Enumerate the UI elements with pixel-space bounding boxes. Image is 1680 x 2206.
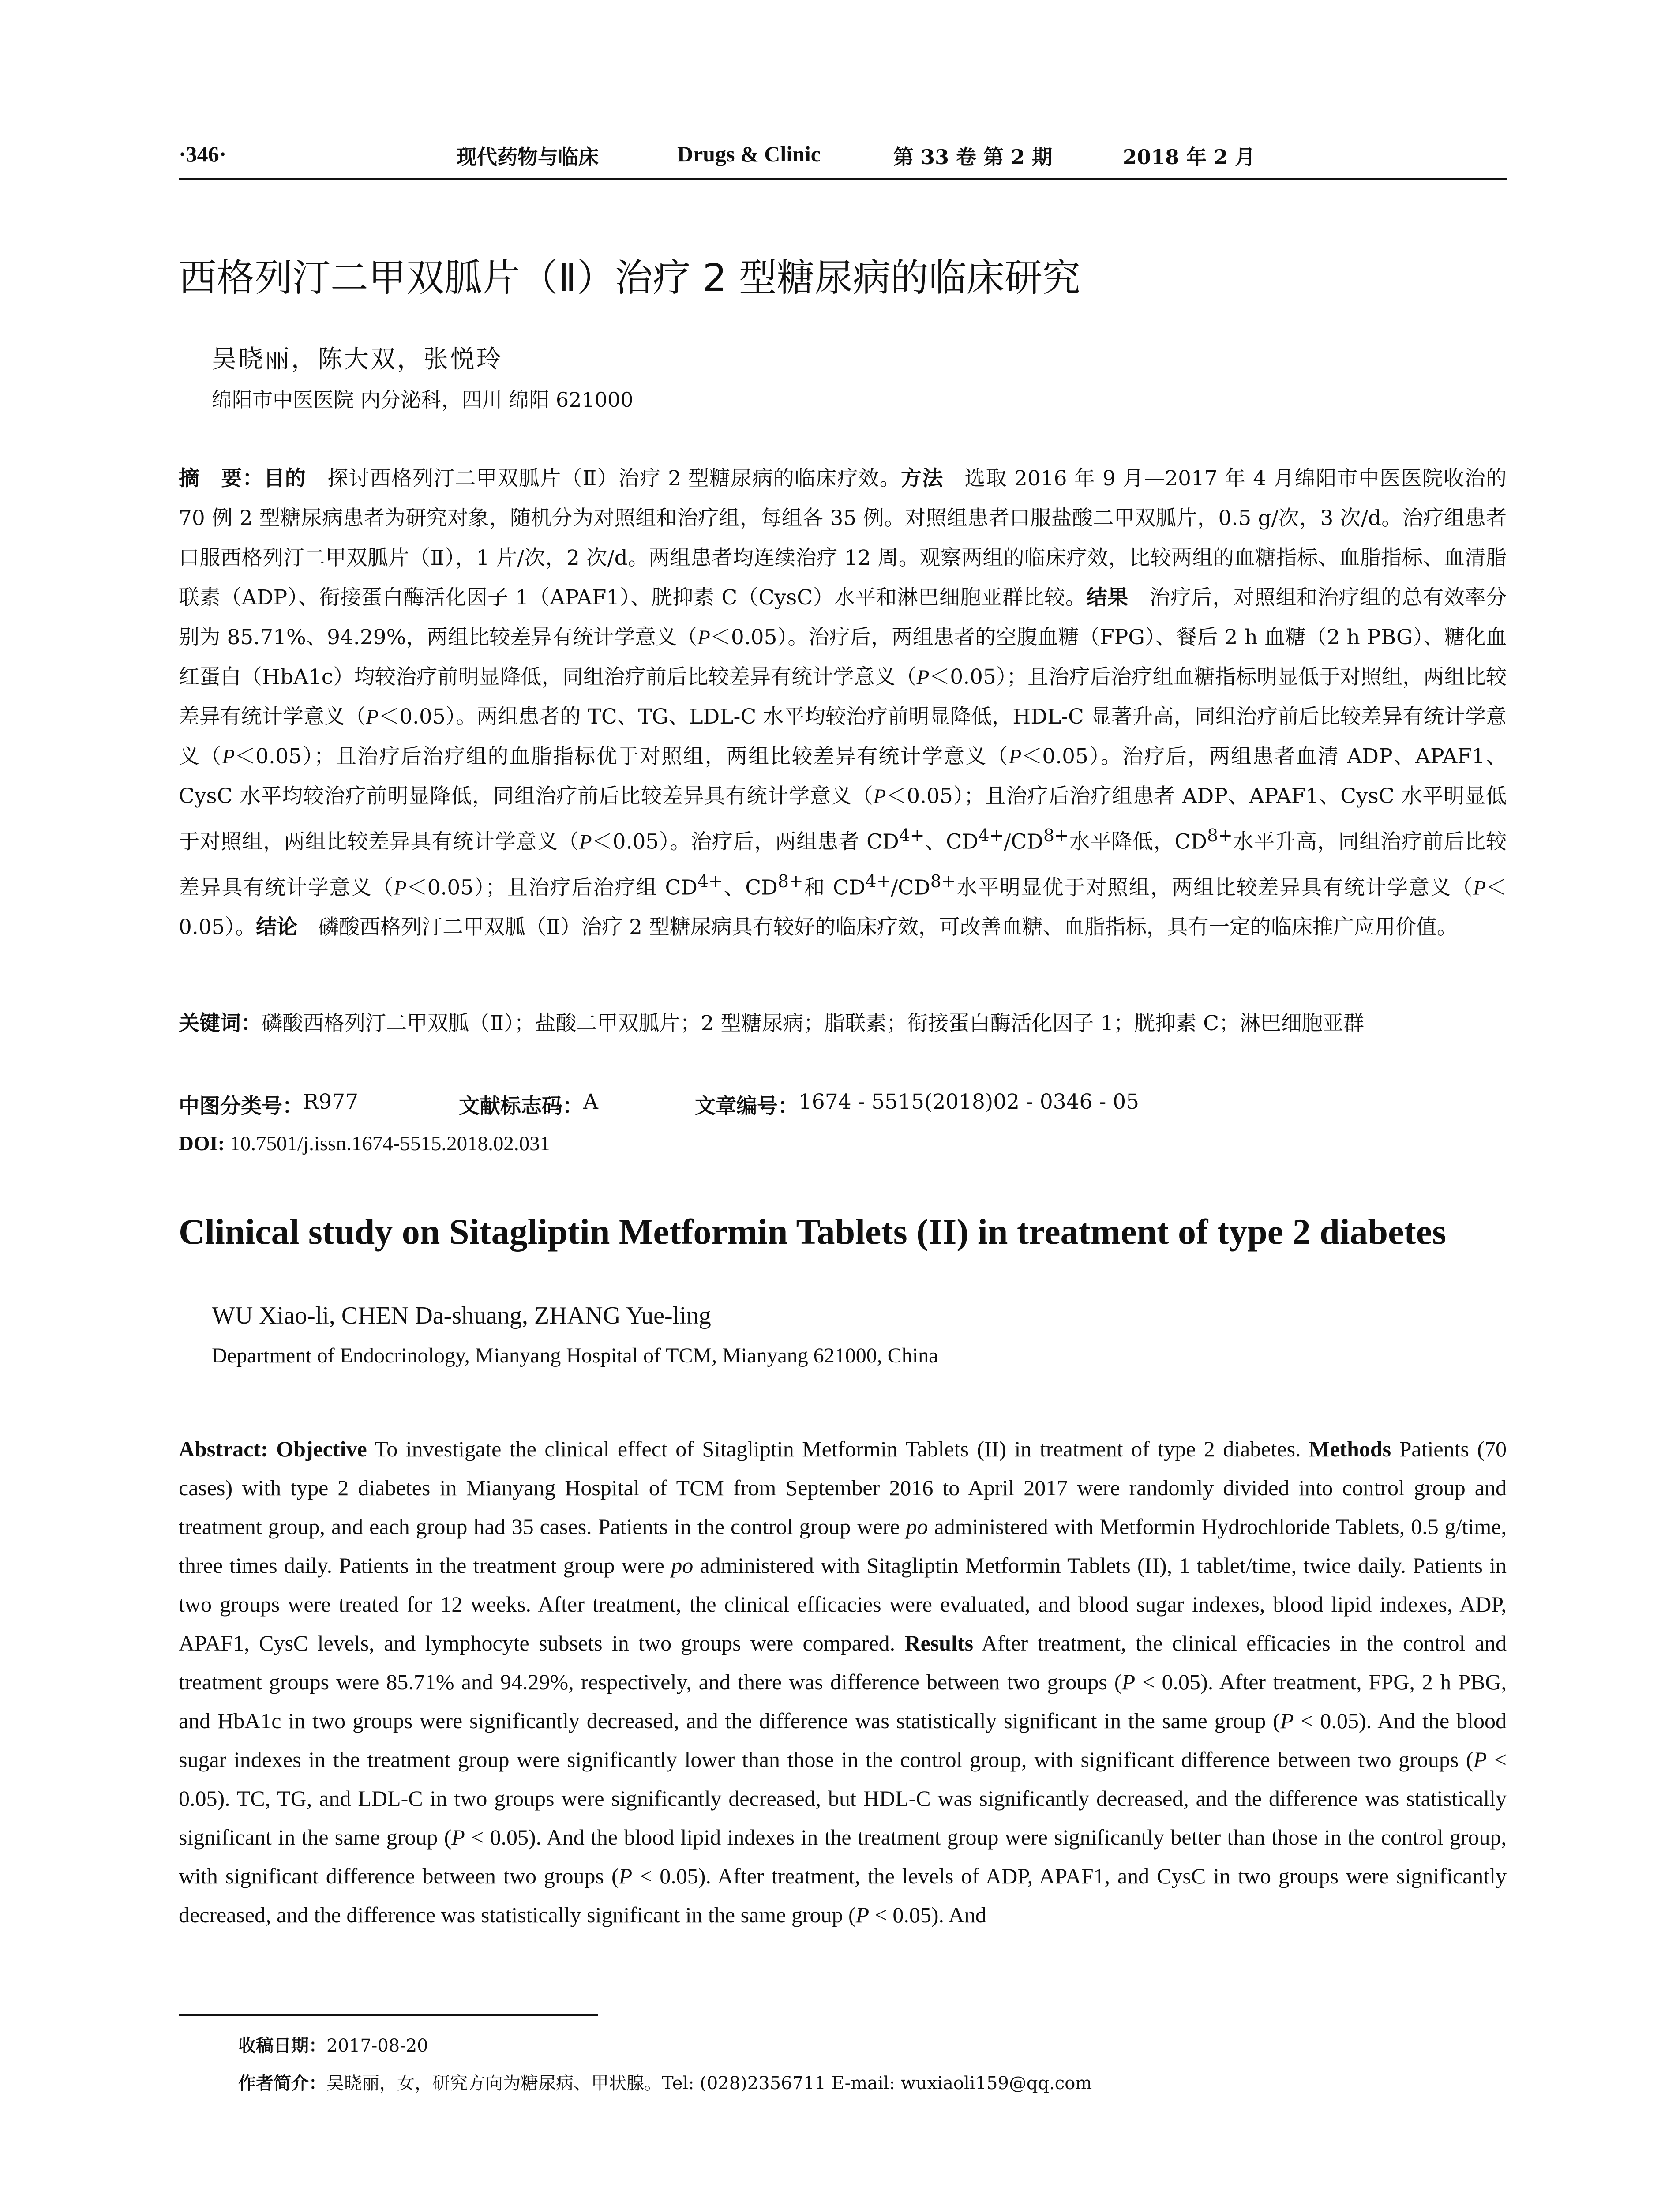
objective-text: 探讨西格列汀二甲双胍片（Ⅱ）治疗 2 型糖尿病的临床疗效。 xyxy=(306,466,901,491)
chinese-title: 西格列汀二甲双胍片（Ⅱ）治疗 2 型糖尿病的临床研究 xyxy=(179,256,1080,300)
results-text: 、CD xyxy=(924,829,979,854)
article-number-label: 文章编号： xyxy=(695,1094,799,1118)
results-text: 水平降低，CD xyxy=(1069,829,1208,854)
author-bio-label: 作者简介： xyxy=(238,2073,326,2093)
superscript: 8+ xyxy=(777,871,803,892)
doi-value: 10.7501/j.issn.1674-5515.2018.02.031 xyxy=(225,1132,551,1155)
results-text: 治疗后，对照组和治疗组的总有效率分别为 85.71%、94.29%，两组比较差异有统计学意义（ xyxy=(179,585,1507,649)
methods-text: administered with Metformin Hydrochloride Tablets, 0.5 g/time, three times daily. Patients in the treatment group were xyxy=(179,1514,1507,1578)
clc-label: 中图分类号： xyxy=(179,1094,303,1118)
p-symbol: P xyxy=(873,785,886,808)
author-bio xyxy=(238,2069,1092,2094)
superscript: 8+ xyxy=(930,871,956,892)
received-date xyxy=(238,2032,428,2057)
results-text: ＜0.05）；且治疗后治疗组患者 ADP、APAF1、CysC 水平明显低于对照组，两组比较差异具有统计学意义（ xyxy=(179,784,1507,854)
methods-label: 方法 xyxy=(900,466,944,491)
chinese-abstract xyxy=(179,459,1507,947)
p-symbol: P xyxy=(1280,1708,1294,1733)
results-text: After treatment, the clinical efficacies in the control and treatment groups were 85.71% and 94.29%, respectively, and there was difference between two groups ( xyxy=(179,1631,1507,1694)
journal-name-en: Drugs & Clinic xyxy=(677,142,821,166)
received-value: 2017-08-20 xyxy=(326,2036,428,2056)
english-authors: WU Xiao-li, CHEN Da-shuang, ZHANG Yue-ling xyxy=(212,1302,711,1329)
p-symbol: P xyxy=(855,1902,870,1927)
classification-line xyxy=(179,1090,1507,1121)
clc-value: R977 xyxy=(303,1090,359,1114)
results-text: < 0.05). TC, TG, and LDL-C in two groups were significantly decreased, but HDL-C was significantly decreased, and the difference was statistically significant in the same group ( xyxy=(179,1747,1507,1850)
chinese-affiliation: 绵阳市中医医院 内分泌科，四川 绵阳 621000 xyxy=(212,388,634,412)
journal-name-cn: 现代药物与临床 xyxy=(457,145,599,169)
chinese-authors: 吴晓丽，陈大双，张悦玲 xyxy=(212,345,503,374)
doi-label: DOI: xyxy=(179,1132,225,1155)
p-symbol: P xyxy=(579,830,592,854)
article-number-value: 1674 - 5515(2018)02 - 0346 - 05 xyxy=(799,1090,1140,1114)
issue-date: 2018 年 2 月 xyxy=(1123,145,1256,169)
p-symbol: P xyxy=(1009,745,1022,768)
p-symbol: P xyxy=(394,876,407,900)
po-term: po xyxy=(906,1514,928,1539)
results-text: /CD xyxy=(891,875,930,900)
methods-text: administered with Sitagliptin Metformin Tablets (II), 1 tablet/time, twice daily. Patients in two groups were treated for 12 weeks. After treatment, the clinical efficacies were evaluated, and blood sugar indexes, blood lipid indexes, ADP, APAF1, CysC levels, and lymphocyte subsets in two groups were compared. xyxy=(179,1553,1507,1655)
results-text: ＜0.05）。治疗后，两组患者血清 ADP、APAF1、CysC 水平均较治疗前明显降低，同组治疗前后比较差异具有统计学意义（ xyxy=(179,744,1507,808)
document-code-value: A xyxy=(583,1090,598,1114)
footnote-divider xyxy=(179,2014,598,2016)
results-text: < 0.05). And the blood sugar indexes in the treatment group were significantly lower than those in the control group, with significant difference between two groups ( xyxy=(179,1708,1507,1772)
keywords-text: 磷酸西格列汀二甲双胍（Ⅱ）；盐酸二甲双胍片；2 型糖尿病；脂联素；衔接蛋白酶活化因子 1；胱抑素 C；淋巴细胞亚群 xyxy=(262,1011,1365,1035)
results-text: < 0.05). After treatment, FPG, 2 h PBG, and HbA1c in two groups were significantly decreased, and the difference was statistically significant in the same group ( xyxy=(179,1670,1507,1733)
results-text: ＜0.05）；且治疗后治疗组血糖指标明显低于对照组，两组比较差异有统计学意义（ xyxy=(179,665,1507,729)
superscript: 8+ xyxy=(1207,826,1233,846)
received-label: 收稿日期： xyxy=(238,2036,326,2056)
abstract-label: 摘 要： xyxy=(179,466,264,491)
objective-label: 目的 xyxy=(263,466,307,491)
superscript: 4+ xyxy=(899,826,925,846)
objective-label: Objective xyxy=(276,1437,367,1461)
results-text: 和 CD xyxy=(803,875,866,900)
article-number xyxy=(695,1090,1140,1119)
results-label: Results xyxy=(904,1631,974,1655)
p-symbol: P xyxy=(366,705,379,728)
p-symbol: P xyxy=(619,1864,633,1888)
methods-text: Patients (70 cases) with type 2 diabetes in Mianyang Hospital of TCM from September 2016 to April 2017 were randomly divided into control group and treatment group, and each group had 35 cases. Patients in the control group were xyxy=(179,1437,1507,1539)
superscript: 4+ xyxy=(865,871,891,892)
document-code-label: 文献标志码： xyxy=(459,1094,583,1118)
english-abstract xyxy=(179,1429,1507,1934)
superscript: 4+ xyxy=(978,826,1004,846)
doi xyxy=(179,1132,550,1156)
results-text: /CD xyxy=(1004,829,1043,854)
results-text: ＜0.05）。治疗后，两组患者 CD xyxy=(592,829,899,854)
english-affiliation: Department of Endocrinology, Mianyang Hospital of TCM, Mianyang 621000, China xyxy=(212,1344,938,1367)
p-symbol: P xyxy=(222,745,235,768)
results-text: < 0.05). After treatment, the levels of ADP, APAF1, and CysC in two groups were significantly decreased, and the difference was statistically significant in the same group ( xyxy=(179,1864,1507,1927)
results-label: 结果 xyxy=(1086,585,1129,610)
keywords-label: 关键词： xyxy=(179,1011,262,1035)
conclusion-label: 结论 xyxy=(256,915,298,940)
po-term: po xyxy=(671,1553,694,1578)
p-symbol: P xyxy=(1121,1670,1136,1694)
p-symbol: P xyxy=(451,1825,465,1850)
english-title: Clinical study on Sitagliptin Metformin Tablets (II) in treatment of type 2 diabetes xyxy=(179,1212,1447,1252)
results-text: ＜0.05）。 xyxy=(179,875,1507,940)
abstract-label: Abstract: xyxy=(179,1437,268,1461)
superscript: 4+ xyxy=(698,871,723,892)
p-symbol: P xyxy=(1473,1747,1487,1772)
objective-text: To investigate the clinical effect of Sitagliptin Metformin Tablets (II) in treatment of type 2 diabetes. xyxy=(367,1437,1301,1461)
results-text: < 0.05). And the blood lipid indexes in the treatment group were significantly better than those in the control group, with significant difference between two groups ( xyxy=(179,1825,1507,1888)
clc-number xyxy=(179,1090,359,1119)
page-number: ·346· xyxy=(179,142,227,166)
results-text: ＜0.05）。两组患者的 TC、TG、LDL-C 水平均较治疗前明显降低，HDL-C 显著升高，同组治疗前后比较差异有统计学意义（ xyxy=(179,705,1507,769)
chinese-keywords xyxy=(179,1006,1507,1041)
p-symbol: P xyxy=(698,626,710,649)
volume-issue: 第 33 卷 第 2 期 xyxy=(893,145,1053,169)
conclusion-text: 磷酸西格列汀二甲双胍（Ⅱ）治疗 2 型糖尿病具有较好的临床疗效，可改善血糖、血脂指标，具有一定的临床推广应用价值。 xyxy=(297,915,1458,940)
running-header xyxy=(179,141,1507,176)
results-text: ＜0.05）；且治疗后治疗组的血脂指标优于对照组，两组比较差异有统计学意义（ xyxy=(235,744,1009,769)
results-text: 、CD xyxy=(723,875,778,900)
results-text: ＜0.05）。治疗后，两组患者的空腹血糖（FPG）、餐后 2 h 血糖（2 h PBG）、糖化血红蛋白（HbA1c）均较治疗前明显降低，同组治疗前后比较差异有统计学意义（ xyxy=(179,625,1507,689)
results-text: ＜0.05）；且治疗后治疗组 CD xyxy=(406,875,698,900)
header-divider xyxy=(179,178,1507,180)
results-text: 水平升高，同组治疗前后比较差异具有统计学意义（ xyxy=(179,829,1507,900)
results-text: < 0.05). And xyxy=(869,1902,986,1927)
p-symbol: P xyxy=(1473,876,1486,900)
document-code xyxy=(459,1090,598,1119)
author-bio-text: 吴晓丽，女，研究方向为糖尿病、甲状腺。Tel: (028)2356711 E-mail: wuxiaoli159@qq.com xyxy=(326,2073,1092,2093)
results-text: 水平明显优于对照组，两组比较差异具有统计学意义（ xyxy=(956,875,1474,900)
methods-text: 选取 2016 年 9 月—2017 年 4 月绵阳市中医医院收治的 70 例 2 型糖尿病患者为研究对象，随机分为对照组和治疗组，每组各 35 例。对照组患者口服盐酸二甲双胍片，0.5 g/次，3 次/d。治疗组患者口服西格列汀二甲双胍片（Ⅱ），1 片/次，2 次/d。两组患者均连续治疗 12 周。观察两组的临床疗效，比较两组的血糖指标、血脂指标、血清脂联素（ADP）、衔接蛋白酶活化因子 1（APAF1）、胱抑素 C（CysC）水平和淋巴细胞亚群比较。 xyxy=(179,466,1507,610)
p-symbol: P xyxy=(916,666,930,689)
superscript: 8+ xyxy=(1043,826,1069,846)
methods-label: Methods xyxy=(1309,1437,1391,1461)
